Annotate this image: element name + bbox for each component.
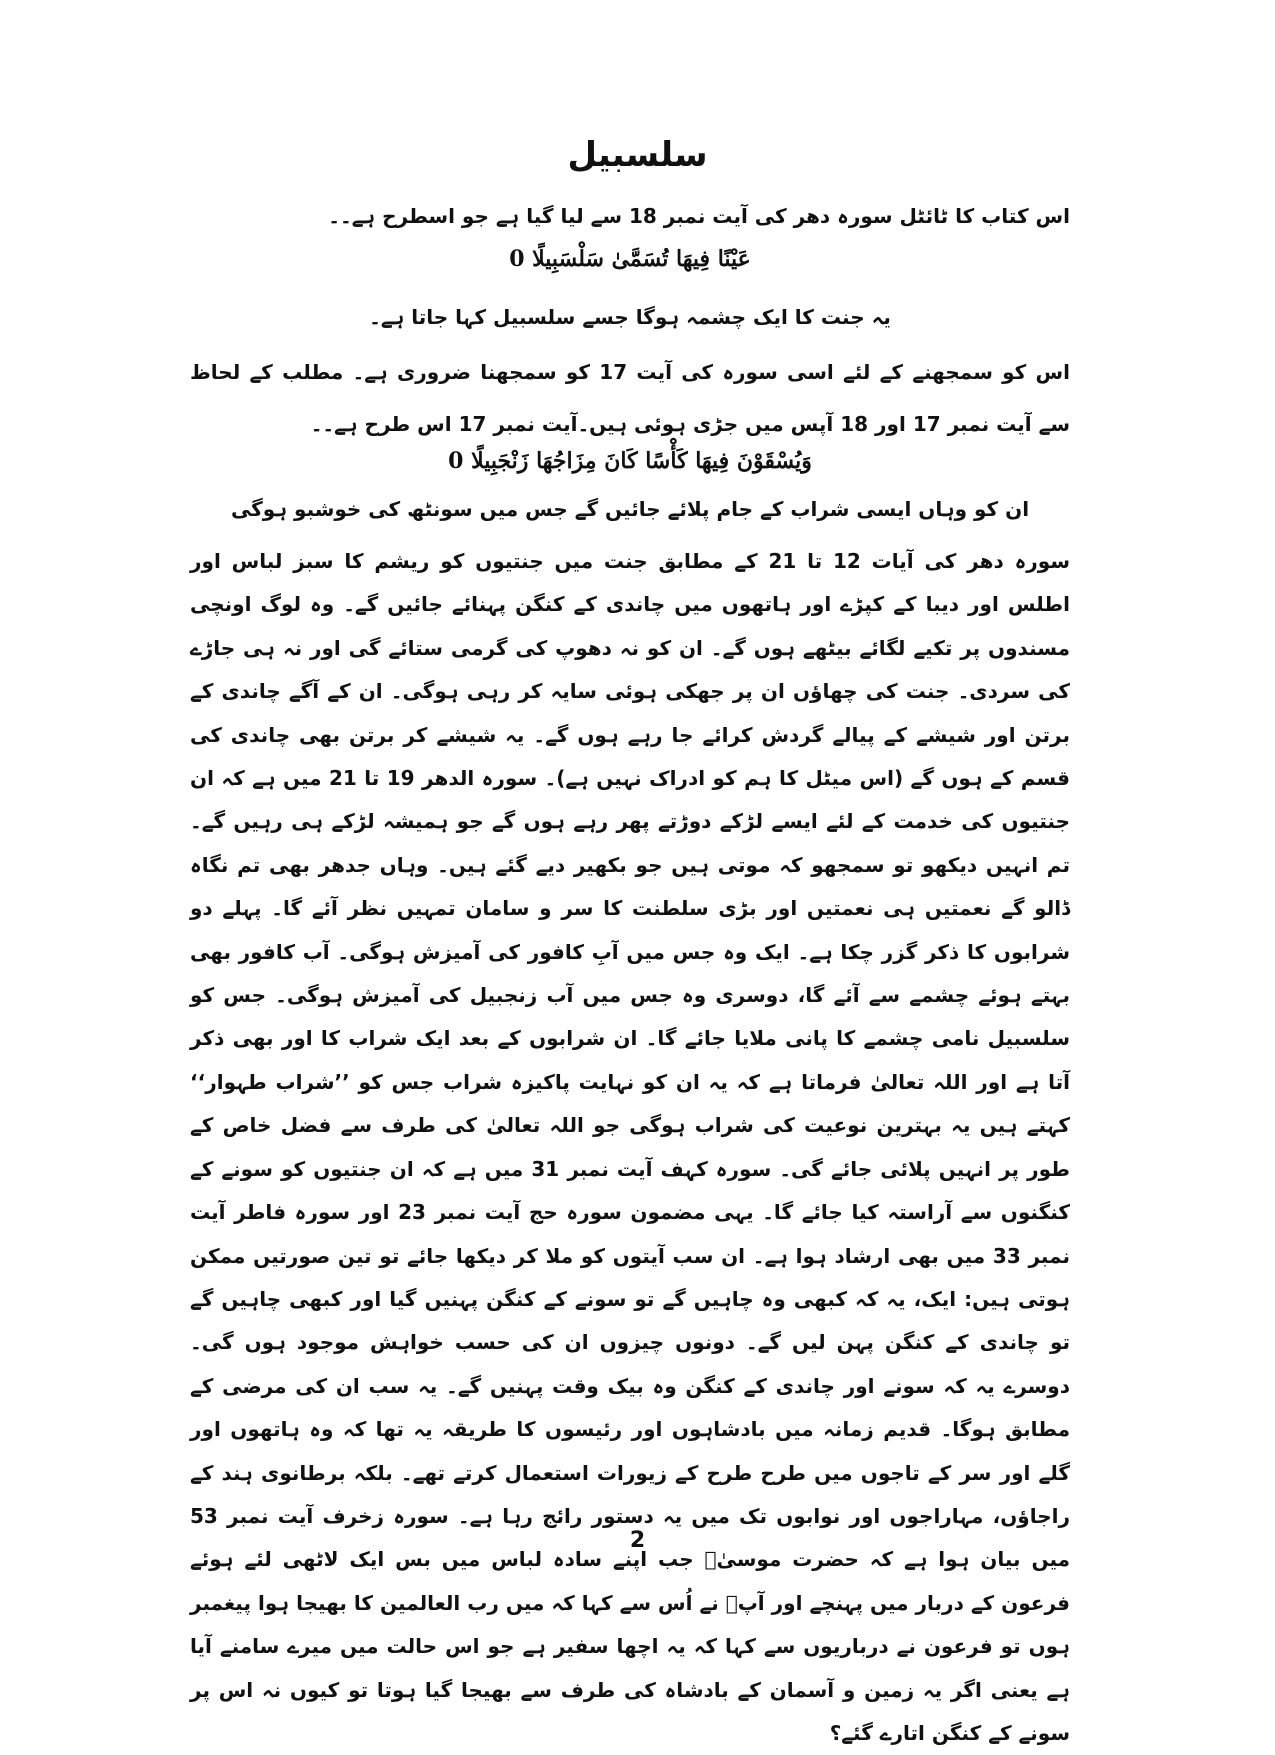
intro-line: اس کتاب کا ٹائٹل سورہ دھر کی آیت نمبر 18 سے لیا گیا ہے جو اسطرح ہے۔۔ (328, 204, 1070, 228)
verse-2-meaning: ان کو وہاں ایسی شراب کے جام پلائے جائیں گے جس میں سونٹھ کی خوشبو ہوگی (230, 497, 1030, 521)
verse-1: عَيْنًا فِيهَا تُسَمَّىٰ سَلْسَبِيلًا 0 (509, 246, 751, 272)
paragraph-2: سورہ دھر کی آیات 12 تا 21 کے مطابق جنت میں جنتیوں کو ریشم کا سبز لباس اور اطلس اور دیبا کے کپڑے اور ہاتھوں میں چاندی کے کنگن پہنائے جائیں گے۔ وہ لوگ اونچی مسندوں پر تکیے لگائے بیٹھے ہوں گے۔ ان کو نہ دھوپ کی گرمی ستائے گی اور نہ ہی جاڑے کی سردی۔ جنت کی چھاؤں ان پر جھکی ہوئی سایہ کر رہی ہوگی۔ ان کے آگے چاندی کے برتن اور شیشے کے پیالے گردش کرائے جا رہے ہوں گے۔ یہ شیشے کر برتن بھی چاندی کی قسم کے ہوں گے (اس میٹل کا ہم کو ادراک نہیں ہے)۔ سورہ الدھر 19 تا 21 میں ہے کہ ان جنتیوں کی خدمت کے لئے ایسے لڑکے دوڑتے پھر رہے ہوں گے جو ہمیشہ لڑکے ہی رہیں گے۔ تم انہیں دیکھو تو سمجھو کہ موتی ہیں جو بکھیر دیے گئے ہیں۔ وہاں جدھر بھی تم نگاہ ڈالو گے نعمتیں ہی نعمتیں اور بڑی سلطنت کا سر و سامان تمہیں نظر آئے گا۔ پہلے دو شرابوں کا ذکر گزر چکا ہے۔ ایک وہ جس میں آبِ کافور کی آمیزش ہوگی۔ آب کافور بھی بہتے ہوئے چشمے سے آئے گا، دوسری وہ جس میں آب زنجبیل کی آمیزش ہوگی۔ جس کو سلسبیل نامی چشمے کا پانی ملایا جائے گا۔ ان شرابوں کے بعد ایک شراب کا اور بھی ذکر آتا ہے اور اللہ تعالیٰ فرماتا ہے کہ یہ ان کو نہایت پاکیزہ شراب جس کو ’’شراب طہوار‘‘ کہتے ہیں یہ بہترین نوعیت کی شراب ہوگی جو اللہ تعالیٰ کی طرف سے فضل خاص کے طور پر انہیں پلائی جائے گی۔ سورہ کہف آیت نمبر 31 میں ہے کہ ان جنتیوں کو سونے کے کنگنوں سے آراستہ کیا جائے گا۔ یہی مضمون سورہ حج آیت نمبر 23 اور سورہ فاطر آیت نمبر 33 میں بھی ارشاد ہوا ہے۔ ان سب آیتوں کو ملا کر دیکھا جائے تو تین صورتیں ممکن ہوتی ہیں: ایک، یہ کہ کبھی وہ چاہیں گے تو سونے کے کنگن پہنیں گیا اور کبھی چاہیں گے تو چاندی کے کنگن پہن لیں گے۔ دونوں چیزوں ان کی حسب خواہش موجود ہوں گی۔ دوسرے یہ کہ سونے اور چاندی کے کنگن وہ بیک وقت پہنیں گے۔ یہ سب ان کی مرضی کے مطابق ہوگا۔ قدیم زمانہ میں بادشاہوں اور رئیسوں کا طریقہ یہ تھا کہ وہ ہاتھوں اور گلے اور سر کے تاجوں میں طرح طرح کے زیورات استعمال کرتے تھے۔ بلکہ برطانوی ہند کے راجاؤں، مہاراجوں اور نوابوں تک میں یہ دستور رائج رہا ہے۔ سورہ زخرف آیت نمبر 53 میں بیان ہوا ہے کہ حضرت موسیٰؑ جب اپنے سادہ لباس میں بس ایک لاٹھی لئے ہوئے فرعون کے دربار میں پہنچے اور آپؑ نے اُس سے کہا کہ میں رب العالمین کا بھیجا ہوا پیغمبر ہوں تو فرعون نے درباریوں سے کہا کہ یہ اچھا سفیر ہے جو اس حالت میں میرے سامنے آیا ہے یعنی اگر یہ زمین و آسمان کے بادشاہ کی طرف سے بھیجا گیا ہوتا تو کیوں نہ اس پر سونے کے کنگن اتارے گئے؟ (190, 549, 1071, 1745)
page-number: 2 (629, 1528, 646, 1553)
page-title: سلسبیل (567, 135, 708, 175)
paragraph-1: اس کو سمجھنے کے لئے اسی سورہ کی آیت 17 کو سمجھنا ضروری ہے۔ مطلب کے لحاظ سے آیت نمبر 17 اور 18 آپس میں جڑی ہوئی ہیں۔آیت نمبر 17 اس طرح ہے۔۔ (190, 360, 1070, 436)
verse-1-meaning: یہ جنت کا ایک چشمہ ہوگا جسے سلسبیل کہا جاتا ہے۔ (369, 305, 891, 329)
verse-2: وَيُسْقَوْنَ فِيهَا كَأْسًا كَانَ مِزَاجُهَا زَنْجَبِيلًا 0 (448, 448, 812, 474)
